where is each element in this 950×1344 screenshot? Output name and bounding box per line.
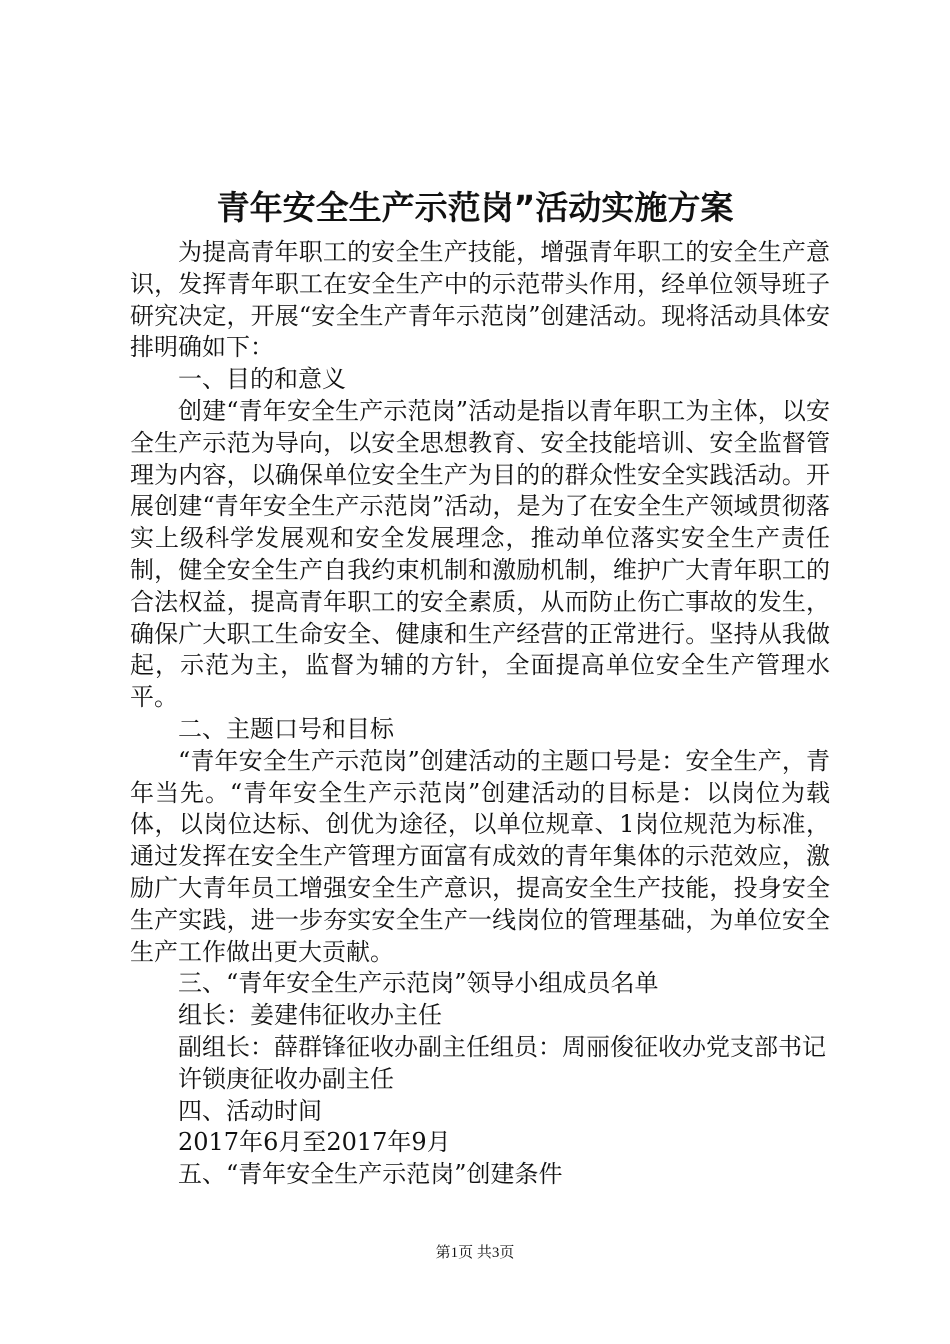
section-5-heading: 五、“青年安全生产示范岗”创建条件 bbox=[178, 1160, 563, 1189]
activity-period: 2017年6月至2017年9月 bbox=[178, 1128, 451, 1157]
group-member-line: 许锁庚征收办副主任 bbox=[178, 1064, 394, 1093]
deputy-leader-line: 副组长：薛群锋征收办副主任组员：周丽俊征收办党支部书记 bbox=[178, 1032, 826, 1061]
section-3-heading: 三、“青年安全生产示范岗”领导小组成员名单 bbox=[178, 969, 659, 998]
section-1-heading: 一、目的和意义 bbox=[178, 365, 346, 394]
section-1-paragraph: 创建“青年安全生产示范岗”活动是指以青年职工为主体，以安全生产示范为导向，以安全思想教育、安全技能培训、安全监督管理为内容，以确保单位安全生产为目的的群众性安全实践活动。开展创建“青年安全生产示范岗”活动，是为了在安全生产领域贯彻落实上级科学发展观和安全发展理念，推动单位落实安全生产责任制，健全安全生产自我约束机制和激励机制，维护广大青年职工的合法权益，提高青年职工的安全素质，从而防止伤亡事故的发生，确保广大职工生命安全、健康和生产经营的正常进行。坚持从我做起，示范为主，监督为辅的方针，全面提高单位安全生产管理水平。 bbox=[130, 396, 830, 712]
document-title: 青年安全生产示范岗”活动实施方案 bbox=[216, 188, 734, 227]
document-body bbox=[130, 237, 830, 1191]
section-2-paragraph: “青年安全生产示范岗”创建活动的主题口号是：安全生产，青年当先。“青年安全生产示范岗”创建活动的目标是：以岗位为载体，以岗位达标、创优为途径，以单位规章、1岗位规范为标准，通过发挥在安全生产管理方面富有成效的青年集体的示范效应，激励广大青年员工增强安全生产意识，提高安全生产技能，投身安全生产实践，进一步夯实安全生产一线岗位的管理基础，为单位安全生产工作做出更大贡献。 bbox=[130, 746, 830, 966]
intro-paragraph: 为提高青年职工的安全生产技能，增强青年职工的安全生产意识，发挥青年职工在安全生产中的示范带头作用，经单位领导班子研究决定，开展“安全生产青年示范岗”创建活动。现将活动具体安排明确如下： bbox=[130, 238, 830, 362]
section-4-heading: 四、活动时间 bbox=[178, 1096, 322, 1125]
group-leader-line: 组长：姜建伟征收办主任 bbox=[178, 1001, 442, 1030]
page-number-footer: 第1页 共3页 bbox=[435, 1245, 515, 1261]
section-2-heading: 二、主题口号和目标 bbox=[178, 714, 394, 743]
